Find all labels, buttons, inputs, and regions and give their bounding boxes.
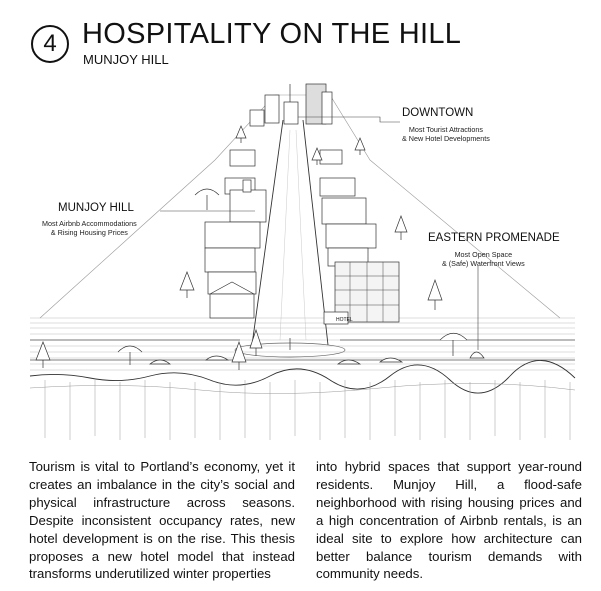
- downtown-caption: [402, 125, 490, 143]
- field-hatching: [30, 318, 575, 370]
- page-title: HOSPITALITY ON THE HILL: [82, 18, 462, 50]
- eastern-promenade-caption: [442, 250, 525, 268]
- munjoy-houses: [205, 180, 266, 318]
- body-text-right: into hybrid spaces that support year-round residents. Munjoy Hill, a flood-safe neighborhood with rising housing prices and a high concentration of Airbnb rentals, is an ideal site to explore how architecture can better balance tourism demands with community needs.: [316, 459, 582, 582]
- downtown-caption-line-2: & New Hotel Developments: [402, 134, 490, 143]
- page-subtitle: MUNJOY HILL: [83, 52, 169, 67]
- eastern-promenade-caption-line-1: Most Open Space: [454, 250, 513, 259]
- munjoy-hill-label: MUNJOY HILL: [58, 202, 134, 214]
- hotel-sign-text: HOTEL: [336, 317, 353, 323]
- munjoy-hill-caption: [42, 219, 137, 237]
- munjoy-hill-caption-line-2: & Rising Housing Prices: [50, 228, 128, 237]
- promenade-houses: [322, 198, 399, 324]
- downtown-label: DOWNTOWN: [402, 107, 474, 119]
- eastern-promenade-caption-line-2: & (Safe) Waterfront Views: [442, 259, 525, 268]
- downtown-caption-line-1: Most Tourist Attractions: [408, 125, 484, 134]
- section-number: 4: [43, 30, 57, 57]
- downtown-buildings: [225, 84, 355, 196]
- cliff-lines: [45, 380, 570, 440]
- shoreline: [30, 360, 575, 393]
- eastern-promenade-label: EASTERN PROMENADE: [428, 232, 560, 244]
- munjoy-hill-caption-line-1: Most Airbnb Accommodations: [42, 219, 137, 228]
- body-text-left: Tourism is vital to Portland’s economy, yet it creates an imbalance in the city’s social and physical infrastructure across seasons. Despite inconsistent occupancy rates, new hotel development is on the rise. This thesis proposes a new hotel model that instead transforms underutilized winter properties: [29, 459, 295, 582]
